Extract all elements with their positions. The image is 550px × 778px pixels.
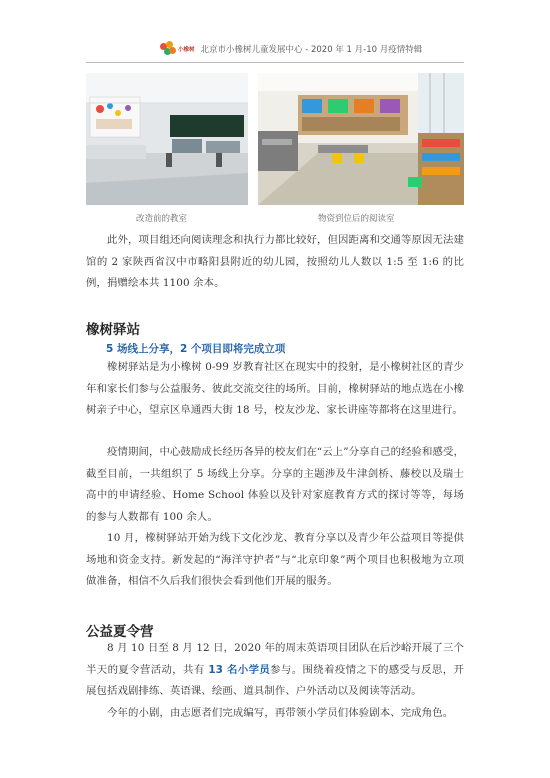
section-subtitle-oak-station: 5 场线上分享，2 个项目即将完成立项 — [106, 343, 286, 355]
intro-text: 此外，项目组还向阅读理念和执行力都比较好，但因距离和交通等原因无法建馆的 2 家陕西省汉中市略阳县附近的幼儿园，按照幼儿人数以 1:5 至 1:6 的比例，捐赠绘本共 1100 余本。 — [86, 234, 464, 289]
oak-station-paragraph-3 — [86, 528, 464, 593]
reading-room-photo — [258, 73, 464, 205]
summer-camp-text-2: 今年的小剧，由志愿者们完成编写，再带领小学员们体验剧本、完成角色。 — [107, 707, 454, 719]
summer-camp-paragraph-2 — [86, 703, 464, 725]
oak-station-text-1: 橡树驿站是为小橡树 0-99 岁教育社区在现实中的投射，是小橡树社区的青少年和家长们参与公益服务、彼此交流交往的场所。目前，橡树驿站的地点选在小橡树亲子中心，望京区阜通西大街 18 号，校友沙龙、家长讲座等都将在这里进行。 — [86, 361, 464, 416]
page-header — [160, 38, 422, 60]
classroom-before-photo — [86, 73, 248, 205]
summer-camp-paragraph-1 — [86, 638, 464, 703]
section-title-oak-station: 橡树驿站 — [86, 322, 140, 338]
summer-camp-text-1a: 8 月 10 日至 8 月 12 日，2020 年的周末英语项目团队在后沙峪开展了三个半天的夏令营活动，共有 — [86, 642, 464, 676]
section-title-summer-camp: 公益夏令营 — [86, 624, 154, 640]
right-photo-caption: 物资到位后的阅读室 — [318, 214, 395, 224]
highlight-student-count: 13 名小学员 — [208, 663, 271, 676]
oak-station-text-2: 疫情期间，中心鼓励成长经历各异的校友们在“云上”分享自己的经验和感受，截至目前，一共组织了 5 场线上分享。分享的主题涉及牛津剑桥、藤校以及瑞士高中的申请经验、Home School 体验以及针对家庭教育方式的探讨等等，每场的参与人数都有 100 余人。 — [86, 446, 465, 523]
oak-station-paragraph-2 — [86, 442, 464, 528]
header-divider — [86, 62, 464, 63]
oak-station-text-3: 10 月，橡树驿站开始为线下文化沙龙、教育分享以及青少年公益项目等提供场地和资金支持。新发起的“海洋守护者”与“北京印象”两个项目也积极地为立项做准备，相信不久后我们很快会看到他们开展的服务。 — [86, 532, 464, 587]
oak-station-paragraph-1 — [86, 357, 464, 422]
left-photo-caption: 改造前的教室 — [136, 214, 188, 224]
header-title: 北京市小橡树儿童发展中心 - 2020 年 1 月-10 月疫情特辑 — [200, 45, 423, 55]
logo — [160, 41, 195, 57]
intro-paragraph — [86, 230, 464, 295]
logo-mark-icon — [160, 41, 176, 57]
summer-camp-text-1b: 参与。围绕着疫情之下的感受与反思，开展包括戏剧排练、英语课、绘画、道具制作、户外活动以及阅读等活动。 — [86, 663, 464, 697]
logo-text: 小橡树 — [178, 47, 195, 53]
